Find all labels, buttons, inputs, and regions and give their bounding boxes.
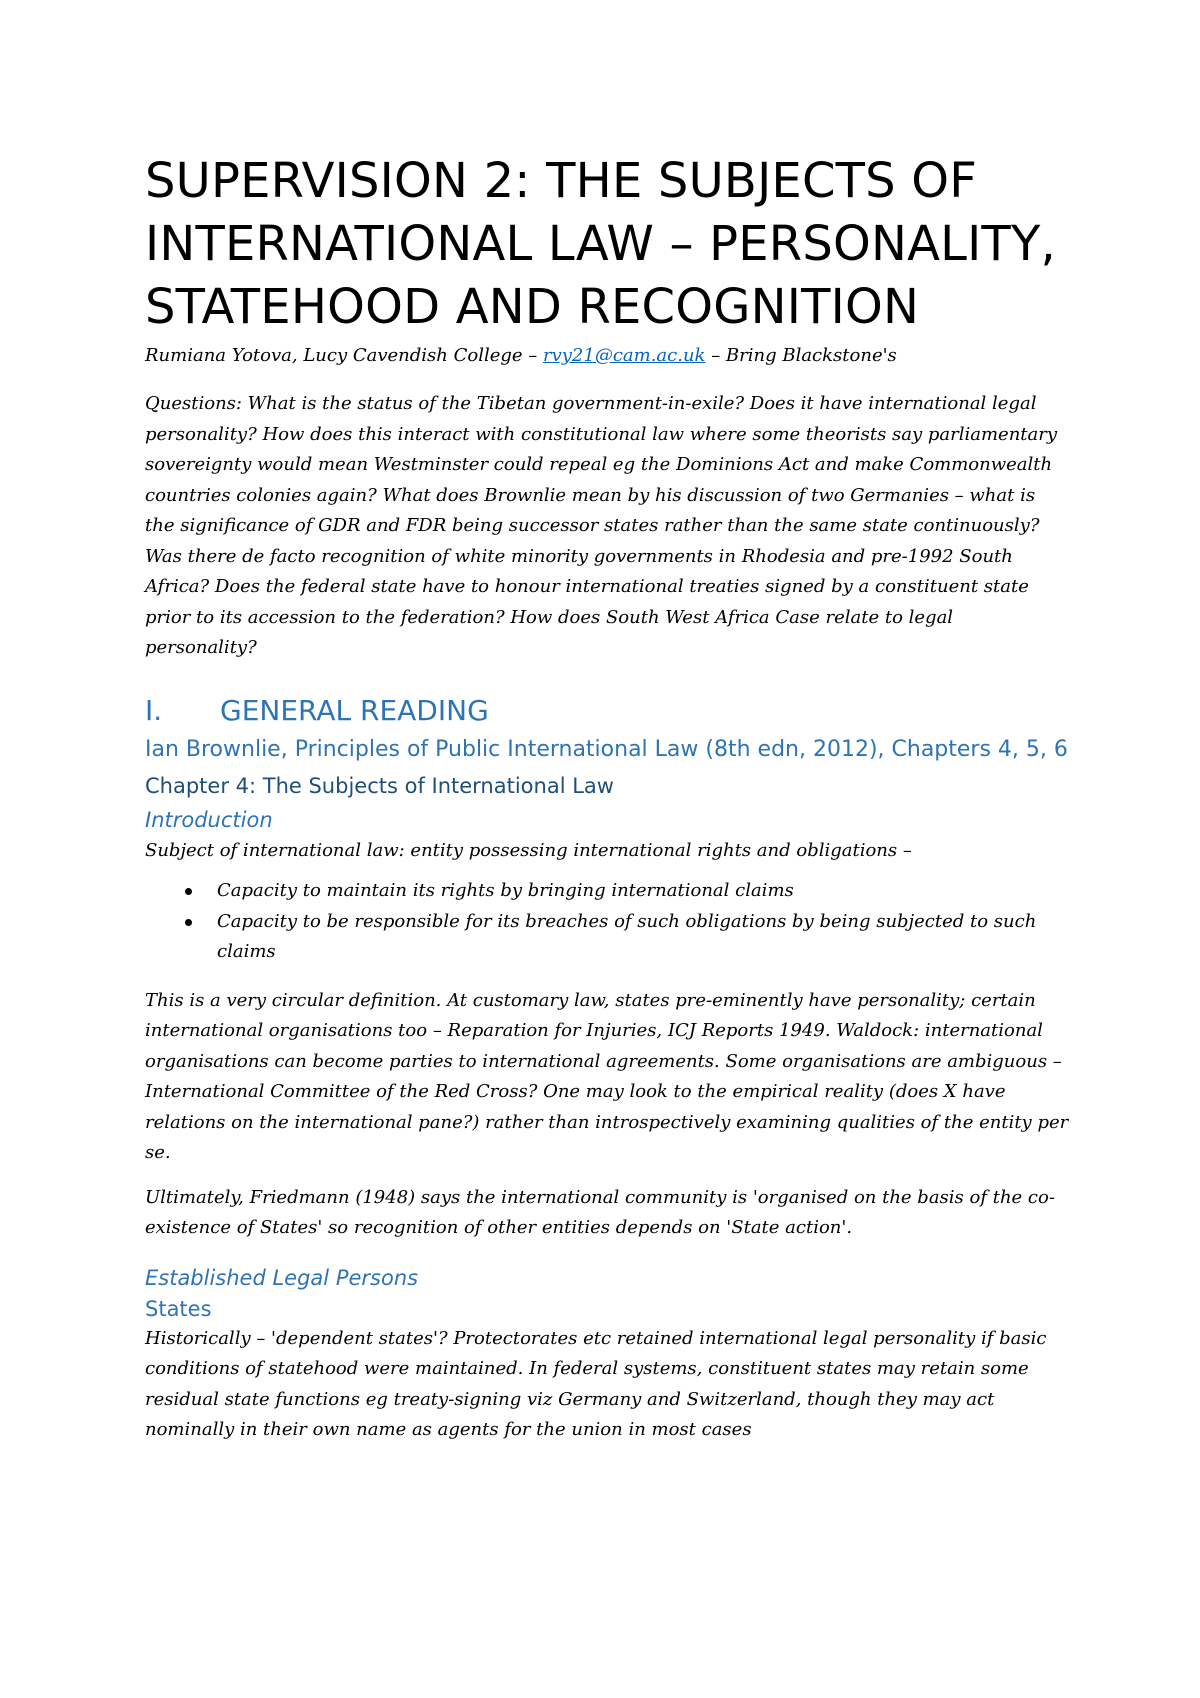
section-heading-general-reading <box>145 692 1070 730</box>
document-page <box>145 150 1070 1446</box>
circular-definition-paragraph: This is a very circular definition. At customary law, states pre-eminently have personality; certain international organisations too – Reparation for Injuries, ICJ Reports 1949. Waldock: international organisations can become parties to international agreements. Some organisations are ambiguous – International Committee of the Red Cross? One may look to the empirical reality (does X have relations on the international pane?) rather than introspectively examining qualities of the entity per se. <box>145 989 1069 1163</box>
introduction-heading: Introduction <box>145 807 273 832</box>
intro-paragraph: Subject of international law: entity possessing international rights and obligations – <box>145 839 912 861</box>
list-item <box>145 907 1070 968</box>
book-heading: Ian Brownlie, Principles of Public International Law (8th edn, 2012), Chapters 4, 5, 6 <box>145 736 1068 762</box>
questions-paragraph: Questions: What is the status of the Tibetan government-in-exile? Does it have international legal personality? How does this interact with constitutional law where some theorists say parliamentary sovereignty would mean Westminster could repeal eg the Dominions Act and make Commonwealth countries colonies again? What does Brownlie mean by his discussion of two Germanies – what is the significance of GDR and FDR being successor states rather than the same state continuously? Was there de facto recognition of white minority governments in Rhodesia and pre-1992 South Africa? Does the federal state have to honour international treaties signed by a constituent state prior to its accession to the federation? How does South West Africa Case relate to legal personality? <box>145 393 1058 658</box>
chapter-heading: Chapter 4: The Subjects of International Law <box>145 773 614 798</box>
bullet-icon <box>185 888 192 895</box>
author-email-link[interactable]: rvy21@cam.ac.uk <box>542 345 706 366</box>
bullet-icon <box>185 919 192 926</box>
states-heading: States <box>145 1296 212 1321</box>
list-item-text: Capacity to maintain its rights by bringing international claims <box>217 880 794 901</box>
byline-note: – Bring Blackstone's <box>705 345 897 366</box>
established-legal-persons-heading: Established Legal Persons <box>145 1265 419 1290</box>
states-paragraph: Historically – 'dependent states'? Protectorates etc retained international legal personality if basic conditions of statehood were maintained. In federal systems, constituent states may retain some residual state functions eg treaty-signing viz Germany and Switzerland, though they may act nominally in their own name as agents for the union in most cases <box>145 1327 1047 1440</box>
document-title: SUPERVISION 2: THE SUBJECTS OF INTERNATIONAL LAW – PERSONALITY, STATEHOOD AND RECOGNITION <box>145 153 1056 335</box>
byline <box>145 341 1070 371</box>
section-title: GENERAL READING <box>220 693 489 727</box>
capacity-list <box>145 876 1070 968</box>
byline-author: Rumiana Yotova, Lucy Cavendish College – <box>145 345 543 366</box>
section-number: I. <box>145 693 163 727</box>
list-item <box>145 876 1070 907</box>
friedmann-paragraph: Ultimately, Friedmann (1948) says the international community is 'organised on the basis of the co-existence of States' so recognition of other entities depends on 'State action'. <box>145 1186 1055 1238</box>
list-item-text: Capacity to be responsible for its breaches of such obligations by being subjected to such claims <box>217 910 1037 962</box>
